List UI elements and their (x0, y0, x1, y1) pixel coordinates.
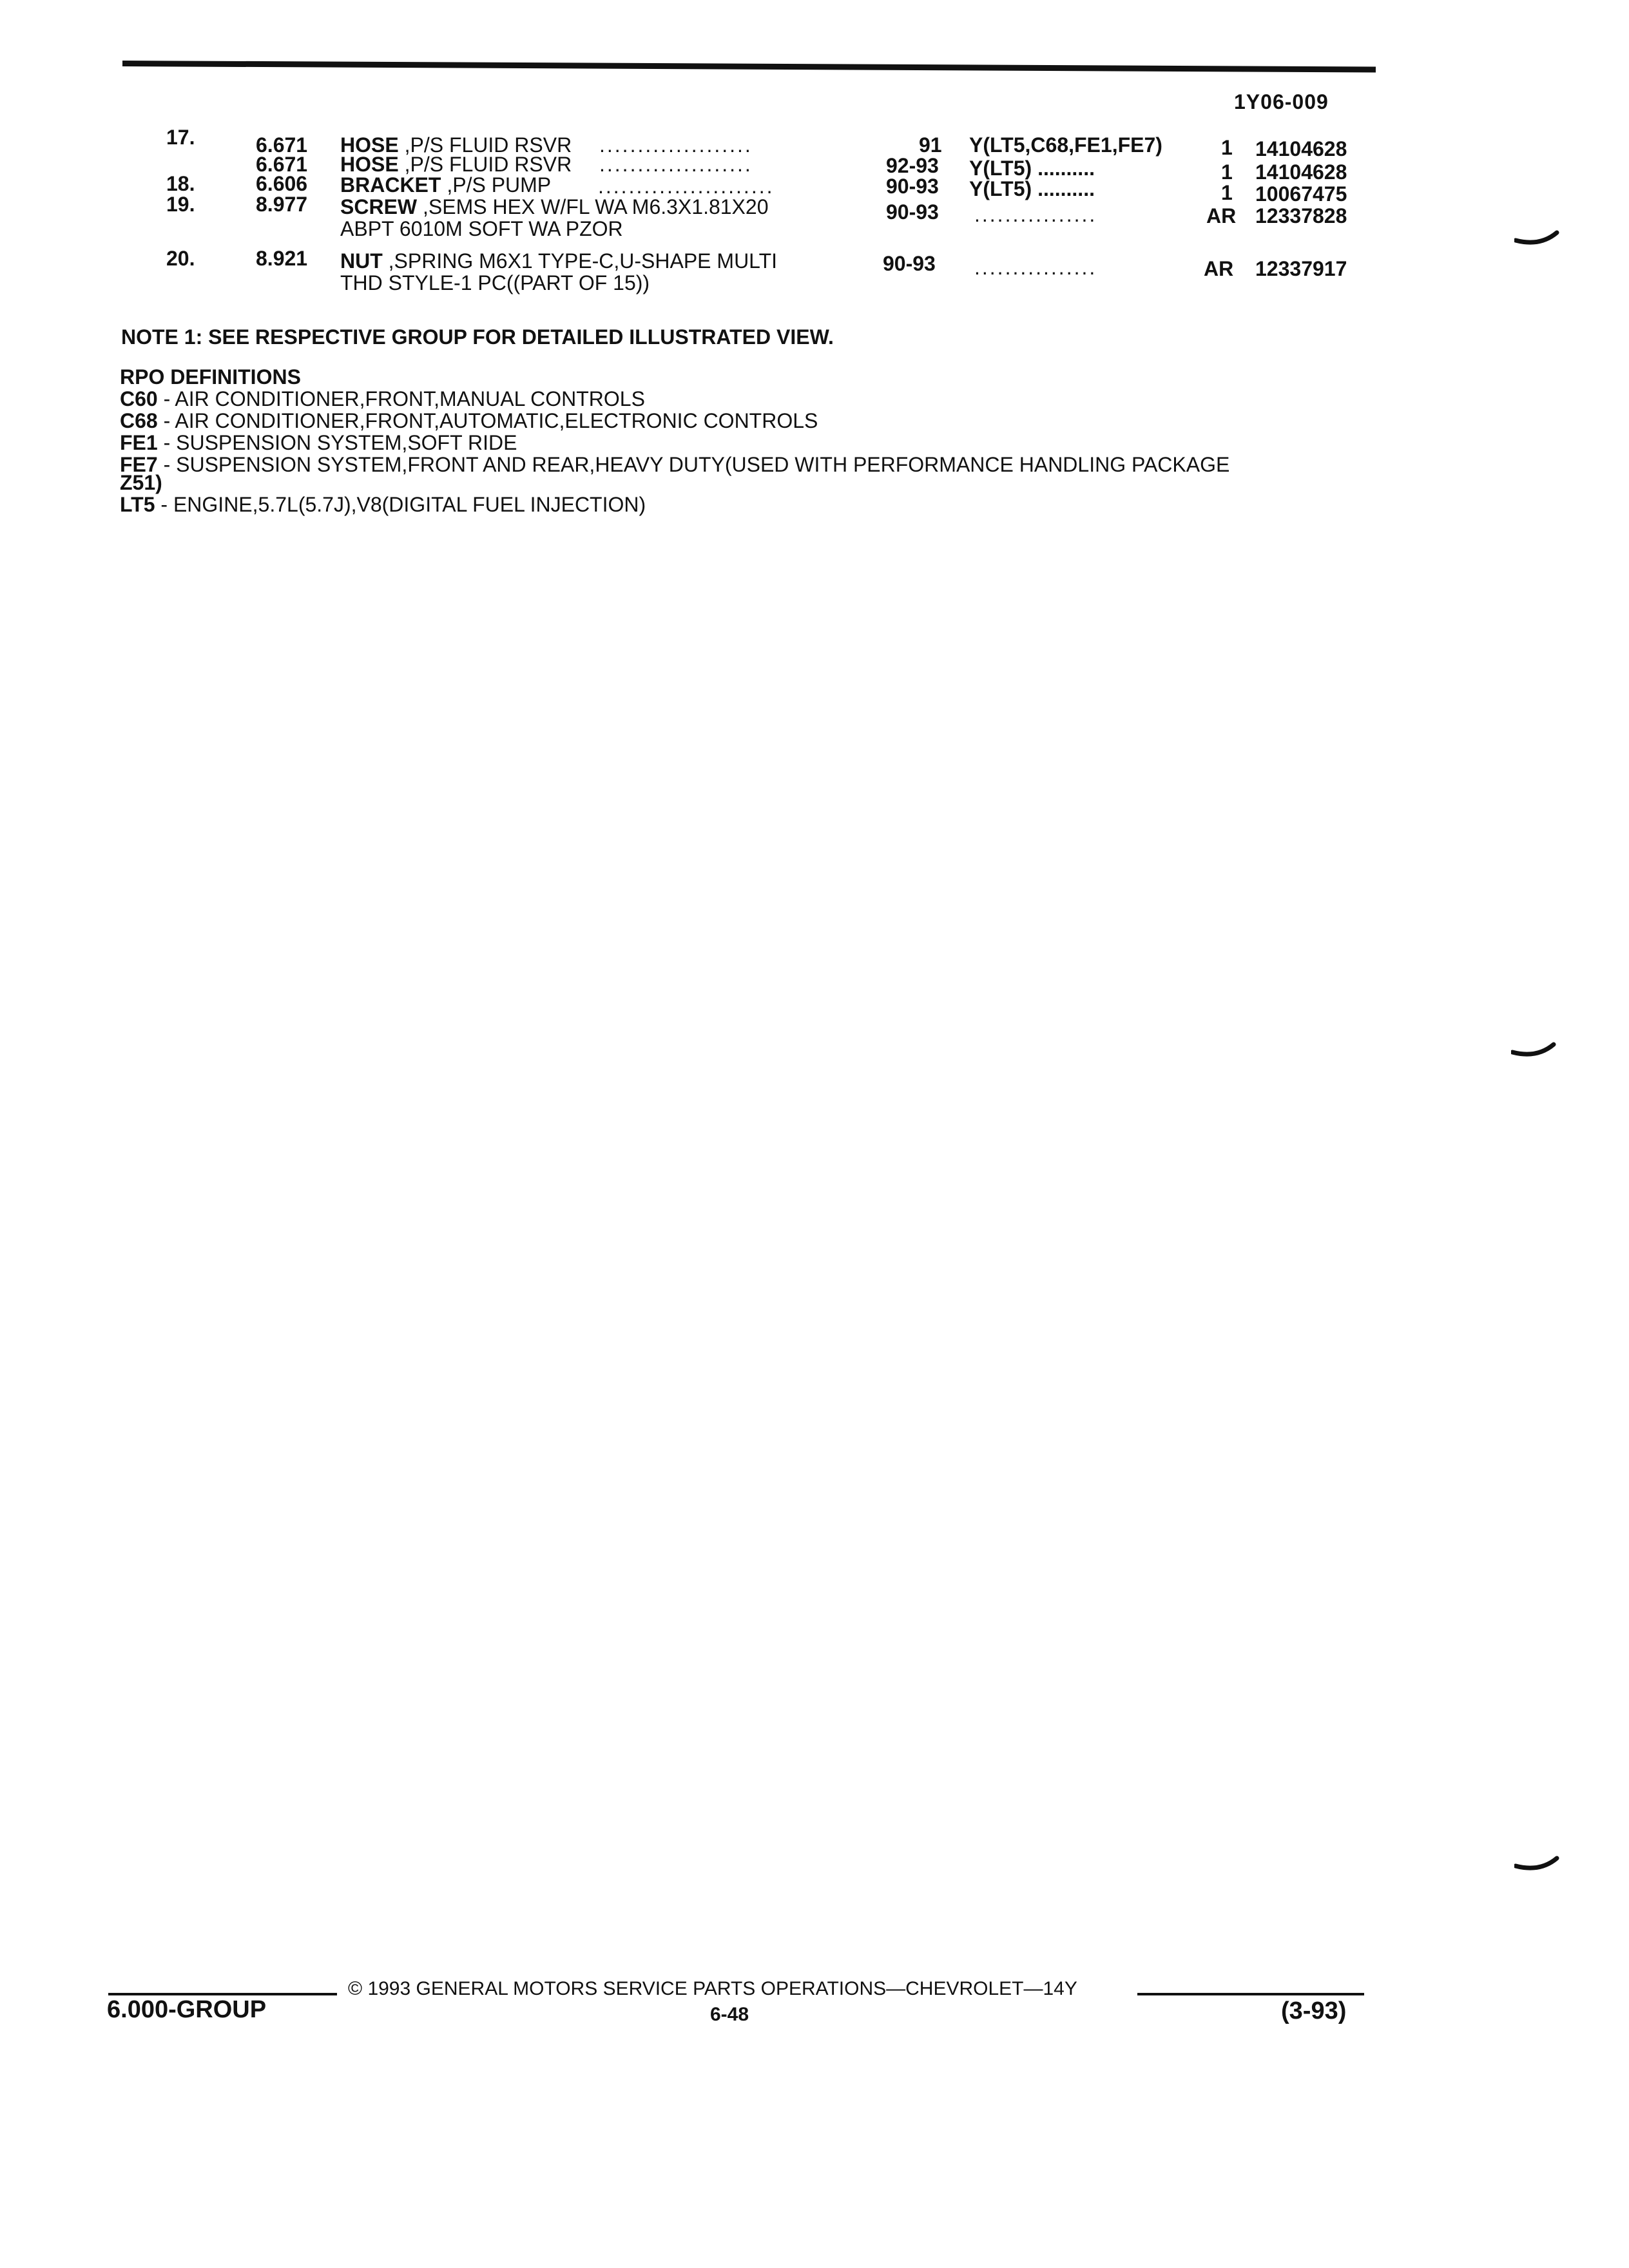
rpo-text: - AIR CONDITIONER,FRONT,MANUAL CONTROLS (157, 387, 645, 410)
rpo-text: - ENGINE,5.7L(5.7J),V8(DIGITAL FUEL INJECTION) (155, 493, 646, 516)
rpo-item (120, 454, 1229, 476)
rpo-text: - SUSPENSION SYSTEM,SOFT RIDE (157, 431, 517, 454)
part-desc: ,SPRING M6X1 TYPE-C,U-SHAPE MULTI (382, 249, 778, 273)
quantity: 1 (1221, 181, 1233, 204)
rpo-item (120, 432, 1229, 454)
leader-dots: .................... (599, 153, 753, 176)
part-name: NUT (340, 249, 383, 273)
quantity: AR (1204, 257, 1234, 280)
ref-number: 6.606 (256, 172, 308, 195)
model-years: 90-93 (886, 200, 939, 224)
part-description (340, 153, 572, 175)
part-description (340, 174, 551, 196)
footer-date: (3-93) (1281, 1997, 1347, 2024)
ref-number: 6.671 (256, 153, 308, 176)
binder-mark-icon (1514, 229, 1559, 255)
part-number: 12337828 (1255, 204, 1347, 227)
footer-rule-left (108, 1993, 337, 1995)
part-number: 14104628 (1255, 137, 1347, 160)
usage: Y(LT5) .......... (969, 177, 1095, 200)
rpo-code: C68 (120, 409, 158, 432)
footer-page-number: 6-48 (710, 2004, 749, 2025)
part-number: 12337917 (1255, 257, 1347, 280)
model-years: 90-93 (883, 252, 936, 275)
item-number: 18. (166, 172, 195, 195)
quantity: AR (1206, 204, 1237, 227)
part-name: HOSE (340, 133, 399, 157)
note-text: NOTE 1: SEE RESPECTIVE GROUP FOR DETAILED ILLUSTRATED VIEW. (121, 325, 834, 349)
item-number: 19. (166, 193, 195, 216)
part-description (340, 196, 768, 218)
usage: ................ (974, 256, 1097, 279)
rpo-item (120, 410, 1229, 432)
part-desc: ,P/S PUMP (441, 173, 552, 197)
rpo-item (120, 388, 1229, 410)
rpo-text: - SUSPENSION SYSTEM,FRONT AND REAR,HEAVY DUTY(USED WITH PERFORMANCE HANDLING PACKAGE (157, 453, 1230, 476)
footer-copyright: © 1993 GENERAL MOTORS SERVICE PARTS OPERATIONS—CHEVROLET—14Y (348, 1978, 1077, 1999)
part-number: 10067475 (1255, 182, 1347, 206)
quantity: 1 (1221, 136, 1233, 159)
ref-number: 8.977 (256, 193, 308, 216)
rpo-code: LT5 (120, 493, 155, 516)
footer-group: 6.000-GROUP (107, 1996, 267, 2023)
rpo-code: FE7 (120, 453, 158, 476)
model-years: 91 (919, 133, 942, 157)
leader-dots: ....................... (598, 175, 775, 198)
rpo-title: RPO DEFINITIONS (120, 365, 301, 389)
part-name: HOSE (340, 153, 399, 176)
rpo-text: - AIR CONDITIONER,FRONT,AUTOMATIC,ELECTRONIC CONTROLS (157, 409, 818, 432)
item-number: 20. (166, 247, 195, 270)
ref-number: 8.921 (256, 247, 308, 270)
part-name: SCREW (340, 195, 418, 218)
top-rule (122, 61, 1376, 73)
rpo-item (120, 494, 1229, 515)
item-number: 17. (166, 126, 195, 149)
quantity: 1 (1221, 160, 1233, 184)
rpo-text: Z51) (120, 471, 162, 494)
part-description (340, 250, 777, 272)
part-name: BRACKET (340, 173, 441, 197)
usage: Y(LT5) .......... (969, 157, 1095, 180)
rpo-definitions (120, 366, 1229, 515)
part-desc: ,P/S FLUID RSVR (398, 133, 572, 157)
leader-dots: .................... (599, 133, 753, 157)
model-years: 90-93 (886, 175, 939, 198)
rpo-code: FE1 (120, 431, 158, 454)
part-desc-continued: THD STYLE-1 PC((PART OF 15)) (340, 271, 650, 294)
usage: ................ (974, 203, 1097, 226)
footer-rule-right (1137, 1993, 1364, 1995)
part-desc-continued: ABPT 6010M SOFT WA PZOR (340, 217, 623, 240)
part-number: 14104628 (1255, 160, 1347, 184)
ref-number: 6.671 (256, 133, 308, 157)
rpo-code: C60 (120, 387, 158, 410)
usage: Y(LT5,C68,FE1,FE7) (969, 133, 1162, 157)
model-years: 92-93 (886, 154, 939, 177)
page-id: 1Y06-009 (1234, 90, 1329, 113)
binder-mark-icon (1514, 1854, 1559, 1880)
binder-mark-icon (1511, 1041, 1556, 1066)
part-desc: ,SEMS HEX W/FL WA M6.3X1.81X20 (417, 195, 769, 218)
part-desc: ,P/S FLUID RSVR (398, 153, 572, 176)
